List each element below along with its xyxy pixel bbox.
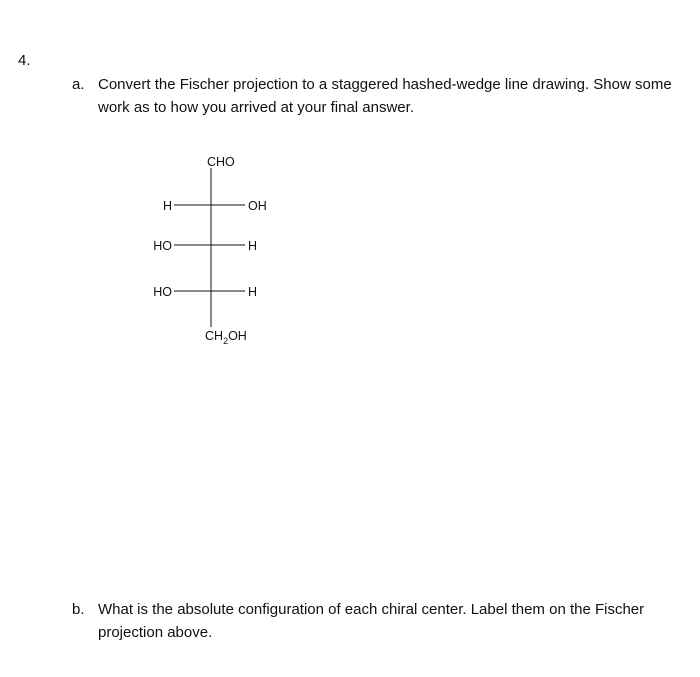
part-a-letter: a. [72,76,85,93]
bottom-group-suffix: OH [228,329,247,343]
part-b-letter: b. [72,601,85,618]
row-3-right-label: H [248,285,258,299]
row-2-right-label: H [248,239,258,253]
bottom-group-prefix: CH [205,329,224,343]
part-a-text: Convert the Fischer projection to a staggered hashed-wedge line drawing. Show some work as to how you arrived at your final answer. [98,76,672,116]
row-2-left-label: HO [153,239,172,253]
part-b [72,598,678,644]
top-group-label: CHO [207,155,235,169]
part-b-text: What is the absolute configuration of each chiral center. Label them on the Fischer projection above. [98,601,645,641]
row-1-right-label: OH [248,199,267,213]
row-1-left-label: H [162,199,172,213]
bottom-group-subscript: 2 [223,336,229,346]
bottom-group-label [205,329,247,346]
row-3-left-label: HO [153,285,172,299]
question-number: 4. [18,52,31,69]
